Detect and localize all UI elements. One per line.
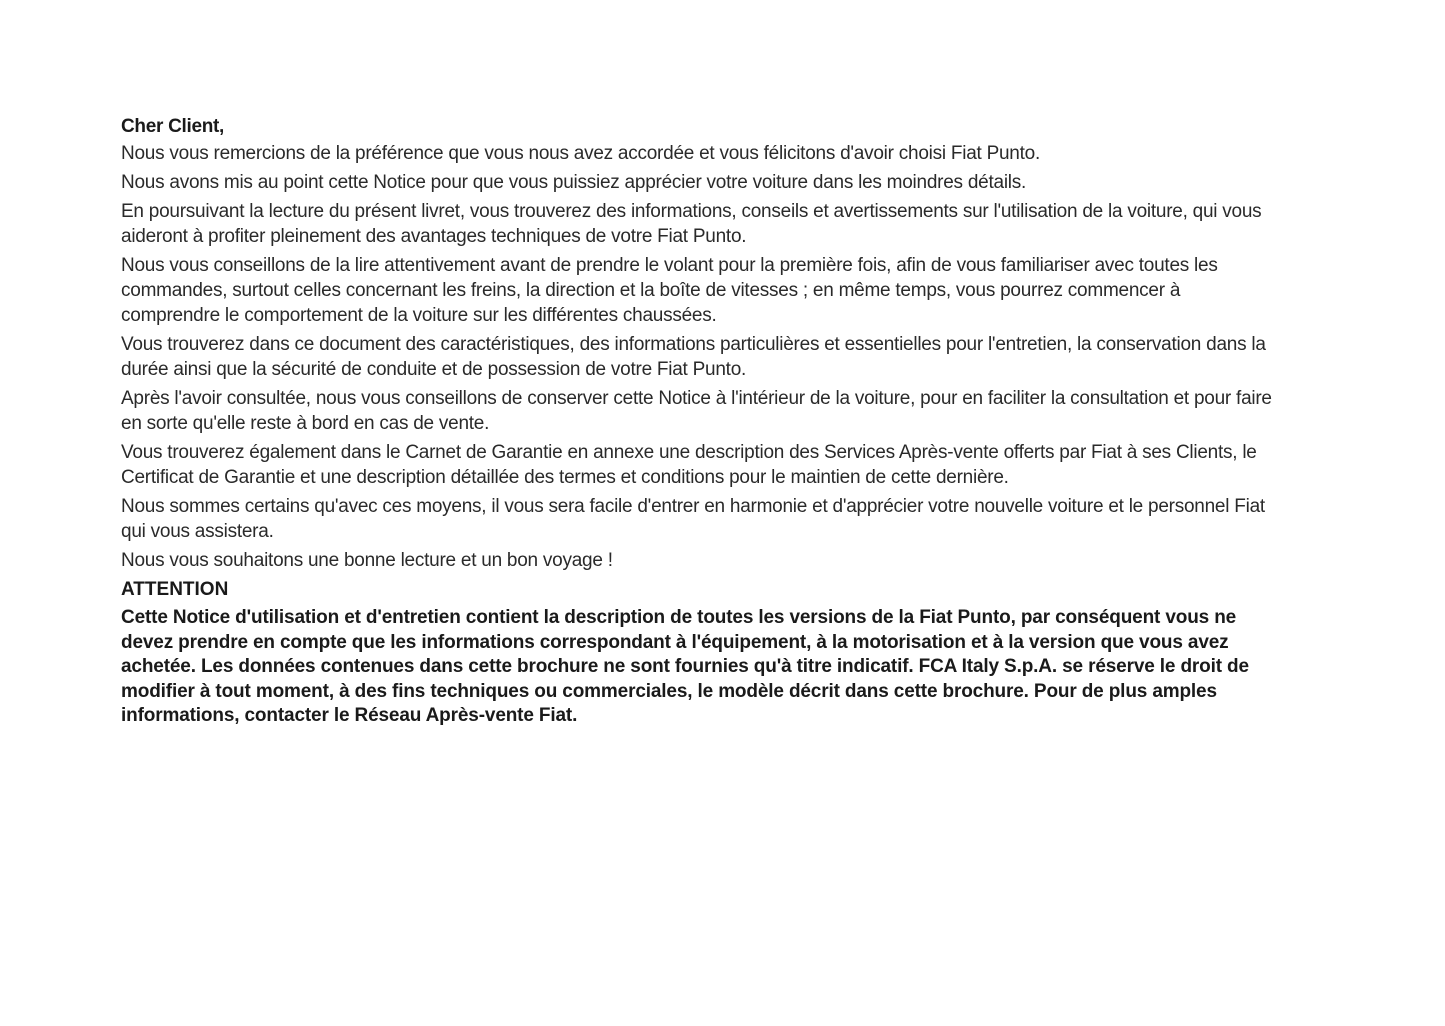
paragraph-reading: En poursuivant la lecture du présent livret, vous trouverez des informations, conseils et avertissements sur l'utilisation de la voiture, qui vous aideront à profiter pleinement des avantages techniques de votre Fiat Punto. [121, 201, 1262, 247]
paragraph-notice-purpose: Nous avons mis au point cette Notice pour que vous puissiez apprécier votre voiture dans les moindres détails. [121, 172, 1027, 193]
paragraph-thanks: Nous vous remercions de la préférence que vous nous avez accordée et vous félicitons d'avoir choisi Fiat Punto. [121, 143, 1040, 164]
document-page [121, 114, 1281, 729]
paragraph-contents: Vous trouverez dans ce document des caractéristiques, des informations particulières et essentielles pour l'entretien, la conservation dans la durée ainsi que la sécurité de conduite et de possession de votre Fiat Punto. [121, 334, 1266, 380]
paragraph-warranty: Vous trouverez également dans le Carnet de Garantie en annexe une description des Services Après-vente offerts par Fiat à ses Clients, le Certificat de Garantie et une description détaillée des termes et conditions pour le maintien de cette dernière. [121, 442, 1257, 488]
paragraph-harmony: Nous sommes certains qu'avec ces moyens, il vous sera facile d'entrer en harmonie et d'apprécier votre nouvelle voiture et le personnel Fiat qui vous assistera. [121, 496, 1265, 542]
attention-title: ATTENTION [121, 579, 229, 600]
attention-text: Cette Notice d'utilisation et d'entretien contient la description de toutes les versions de la Fiat Punto, par conséquent vous ne devez prendre en compte que les informations correspondant à l'équipement, à la motorisation et à la version que vous avez achetée. Les données contenues dans cette brochure ne sont fournies qu'à titre indicatif. FCA Italy S.p.A. se réserve le droit de modifier à tout moment, à des fins techniques ou commerciales, le modèle décrit dans cette brochure. Pour de plus amples informations, contacter le Réseau Après-vente Fiat. [121, 607, 1249, 726]
greeting: Cher Client, [121, 116, 225, 137]
paragraph-wishes: Nous vous souhaitons une bonne lecture et un bon voyage ! [121, 550, 613, 571]
paragraph-advice: Nous vous conseillons de la lire attentivement avant de prendre le volant pour la première fois, afin de vous familiariser avec toutes les commandes, surtout celles concernant les freins, la direction et la boîte de vitesses ; en même temps, vous pourrez commencer à comprendre le comportement de la voiture sur les différentes chaussées. [121, 255, 1218, 326]
paragraph-keep-notice: Après l'avoir consultée, nous vous conseillons de conserver cette Notice à l'intérieur de la voiture, pour en faciliter la consultation et pour faire en sorte qu'elle reste à bord en cas de vente. [121, 388, 1272, 434]
